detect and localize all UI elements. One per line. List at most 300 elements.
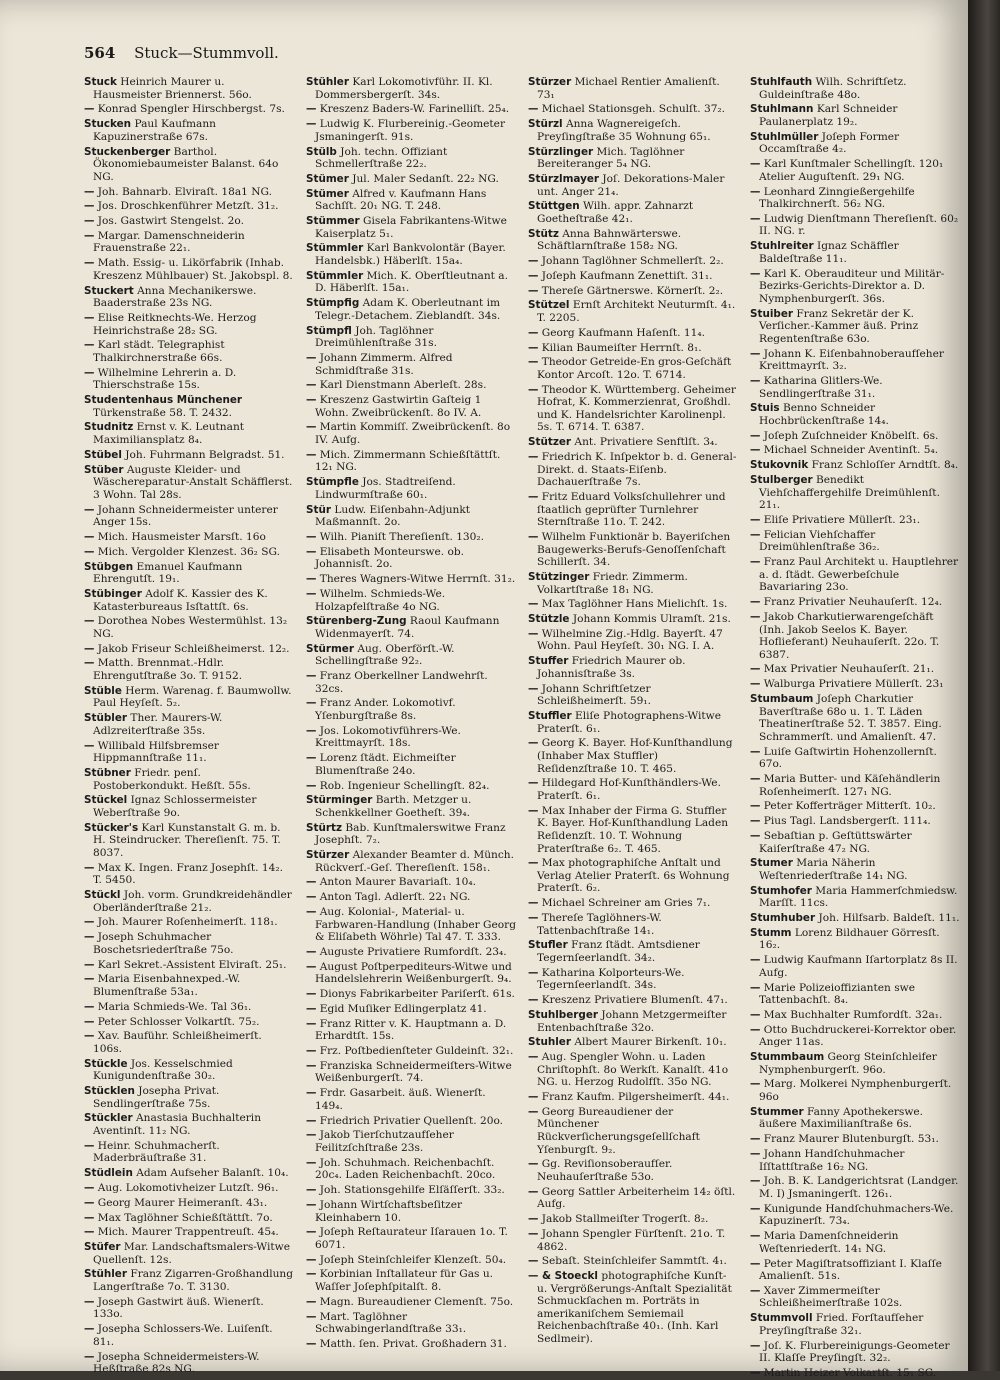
entry-surname: Stückel [84,794,128,807]
entry-details: Joſeph Charkutier Baverſtraße 68o u. 1. T. Läden Theatinerſtraße 52. T. 3857. Eing. Schrammerſt. und Amalienſt. 47. [759,693,942,743]
directory-entry [528,710,738,735]
entry-details: Konrad Spengler Hirschbergst. 7s. [94,103,285,116]
entry-details: Ludw. Eiſenbahn-Adjunkt Maßmannſt. 2o. [315,503,471,529]
entry-details: Joh. Stationsgehilfe Elſäſſerſt. 33₂. [316,1184,505,1197]
entry-surname: Stürzer [528,76,572,88]
entry-surname: — [750,1023,761,1036]
directory-entry [306,1060,516,1085]
entry-surname: Stümpfle [306,476,359,489]
entry-details: Johann Spengler Fürſtenſt. 21o. T. 4862. [537,1227,726,1253]
directory-entry [750,693,960,743]
entry-surname: Studentenhaus Münchener [84,394,243,407]
entry-details: Karl städt. Telegraphist Thalkirchnerstraße 66s. [93,339,225,364]
entry-details: Wilh. Schriftſetz. Guldeinſtraße 48o. [759,76,907,101]
entry-surname: Stülb [306,145,337,158]
directory-entry [528,1009,738,1034]
entry-surname: — [84,916,95,929]
directory-entry [84,1016,294,1029]
entry-surname: — [84,103,95,116]
entry-details: Franz Privatier Neuhauſerſt. 12₄. [760,596,943,609]
entry-details: Anton Maurer Bavariaſt. 10₄. [316,876,476,889]
entry-surname: — [84,215,95,228]
entry-surname: — [750,514,761,526]
entry-details: Ludwig K. Flurbereinig.-Geometer Jsmaningerſt. 91s. [315,118,506,143]
entry-surname: — [528,804,539,817]
directory-entry [750,76,960,101]
directory-entry [750,430,960,443]
entry-details: Aug. Lokomotivheizer Lutzſt. 96₁. [94,1181,279,1194]
entry-details: Fritz Eduard Volksſchullehrer und ſtaatlich geprüfter Turnlehrer Sternſtraße 11o. T. 242. [537,491,726,529]
entry-details: Math. Essig- u. Likörfabrik (Inhab. Kreszenz Mühlbauer) St. Jakobspl. 8. [93,257,293,282]
entry-details: Mich. Zimmermann Schießſtättſt. 12₁ NG. [315,448,501,474]
directory-entry [528,1213,738,1226]
entry-details: Joſeph Steinſchleifer Klenzeſt. 50₄. [316,1253,507,1266]
directory-entry [750,912,960,925]
entry-surname: — [750,444,761,457]
directory-entry [84,767,294,792]
entry-details: Alexander Beamter d. Münch. Rückverſ.-Geſ. Thereſienſt. 158₁. [315,849,514,874]
entry-surname: Stuckenberger [84,145,171,158]
entry-details: Franz Sekretär der K. Verſicher.-Kammer äuß. Prinz Regentenſtraße 63o. [759,307,919,345]
entry-details: Johann Schriftſetzer Schleißheimerſt. 59₁. [537,682,652,708]
entry-surname: — [306,1310,317,1323]
entry-details: Katharina Kolporteurs-We. Tegernſeerlandſt. 34s. [537,966,685,992]
entry-surname: — [750,1133,761,1146]
directory-entry [750,954,960,979]
entry-surname: — [306,1268,317,1281]
directory-entry [528,613,738,626]
entry-surname: — [84,530,95,543]
entry-details: Mich. Taglöhner Bereiteranger 5₄ NG. [537,145,685,171]
entry-details: Karl Kunſtmaler Schellingſt. 120₁ Atelier Auguſtenſt. 29₁ NG. [759,158,944,183]
directory-entry [750,611,960,661]
entry-details: Kreszenz Baders-W. Farinelliſt. 25₄. [316,103,510,116]
entry-details: Ludwig Dienſtmann Thereſienſt. 60₂ II. NG. r. [759,212,959,238]
entry-details: Fried. Forſtaufſeher Preyſingſtraße 32₁. [759,1312,924,1337]
entry-details: Franz Schloſſer Arndtſt. 8₄. [808,459,959,472]
entry-surname: — [750,267,761,280]
directory-entry [750,1148,960,1173]
directory-entry [528,173,738,198]
entry-details: Martin Kommiſſ. Zweibrückenſt. 8o IV. Aufg. [315,421,511,447]
directory-entry [84,1001,294,1014]
directory-entry [306,794,516,819]
entry-details: Mich. Maurer Trappentreuſt. 45₄. [94,1226,279,1239]
entry-surname: — [528,1213,539,1226]
directory-entry [306,1226,516,1251]
directory-entry [306,1018,516,1043]
entry-details: Elisabeth Monteurswe. ob. Johannisſt. 2o. [315,545,465,571]
directory-entry [306,1199,516,1224]
directory-entry [306,325,516,350]
entry-surname: — [306,1114,317,1127]
directory-entry [84,1085,294,1110]
directory-entry [306,822,516,847]
entry-details: Franz Kaufm. Pilgersheimerſt. 44₁. [538,1091,730,1104]
entry-surname: — [84,257,95,270]
entry-details: Joſ. K. Flurbereinigungs-Geometer II. Klaſſe Preyſingſt. 32₂. [759,1339,950,1365]
directory-entry [84,1167,294,1180]
directory-entry [528,342,738,355]
directory-entry [84,1058,294,1083]
directory-entry [750,1340,960,1365]
directory-entry [750,213,960,238]
entry-surname: — [528,912,539,925]
directory-entry [528,912,738,937]
entry-details: Joh. B. K. Landgerichtsrat (Landger. M. I) Jsmaningerſt. 126₁. [759,1175,959,1200]
directory-entry [750,459,960,472]
entry-details: Benno Schneider Hochbrückenſtraße 14₄. [759,402,889,427]
directory-entry [306,725,516,750]
directory-entry [750,514,960,527]
directory-entry [306,1003,516,1016]
directory-entry [306,1338,516,1351]
entry-surname: — [528,255,539,268]
directory-entry [84,215,294,228]
entry-details: Ignaz Schäffler Baldeſtraße 11₁. [759,240,899,265]
entry-surname: — [84,366,95,379]
entry-surname: Stüfer [84,1241,121,1254]
entry-surname: — [750,347,761,360]
entry-details: Margar. Damenschneiderin Frauenstraße 22₁. [93,229,245,255]
directory-entry [528,436,738,449]
entry-details: Joseph Schuhmacher Boschetsriederſtraße 75o. [93,931,234,956]
entry-surname: — [306,988,317,1001]
entry-surname: — [84,229,95,242]
entry-surname: — [750,610,761,623]
entry-details: Joſeph Reſtaurateur Iſarauen 1o. T. 6071. [315,1226,508,1251]
directory-entry [750,1285,960,1310]
directory-entry [750,158,960,183]
entry-details: Anastasia Buchhalterin Aventinſt. 11₂ NG. [93,1112,262,1137]
directory-entry [528,200,738,225]
entry-details: Friedrich Privatier Quellenſt. 20o. [316,1114,504,1127]
entry-surname: — [84,339,95,352]
entry-details: Joſ. Dekorations-Maler unt. Anger 21₄. [537,172,725,198]
directory-entry [84,685,294,710]
directory-entry [306,270,516,295]
directory-entry [84,1112,294,1137]
directory-entry [750,746,960,771]
entry-surname: Stuhlmüller [750,130,819,143]
entry-surname: — [84,1139,95,1152]
directory-entry [528,1106,738,1156]
entry-surname: Stummbaum [750,1051,825,1064]
entry-surname: — [750,374,761,387]
entry-details: Wilhelm. Schmieds-We. Holzapfelſtraße 4o NG. [315,587,446,613]
entry-surname: — [84,973,95,986]
directory-entry [528,994,738,1007]
directory-entry [750,103,960,128]
directory-entry [84,1197,294,1210]
entry-surname: — [528,383,539,396]
entry-surname: — [306,724,317,737]
directory-entry [528,531,738,569]
directory-entry [750,885,960,910]
directory-entry [84,916,294,929]
entry-surname: — [528,1227,539,1240]
entry-surname: — [306,1184,317,1197]
entry-details: Gisela Fabrikantens-Witwe Kaiserplatz 5₁. [315,215,507,240]
directory-entry [528,1186,738,1211]
directory-entry [750,474,960,512]
entry-details: Joh. Hilfsarb. Baldeſt. 11₁. [815,912,960,925]
entry-surname: — [750,1367,761,1379]
directory-entry [750,444,960,457]
directory-entry [528,146,738,171]
directory-entry [306,297,516,322]
directory-entry [306,394,516,419]
entry-surname: — [306,1337,317,1350]
entry-surname: Stümpfl [306,324,352,337]
entry-details: Türkenstraße 58. T. 2432. [93,406,233,419]
entry-details: Kreszenz Privatiere Blumenſt. 47₁. [538,994,728,1007]
entry-details: Franz Ander. Lokomotivf. Yſenburgſtraße 8s. [315,697,456,722]
entry-details: Aug. Oberförſt.-W. Schellingſtraße 92₂. [315,642,455,668]
entry-surname: — [84,1030,95,1043]
entry-surname: — [306,351,317,364]
directory-entry [84,862,294,887]
directory-entry [306,476,516,501]
directory-entry [750,1133,960,1146]
entry-details: Albert Maurer Birkenſt. 10₁. [570,1036,727,1049]
directory-entry [750,1203,960,1228]
entry-surname: Stützle [528,613,570,626]
entry-surname: — [84,931,95,944]
entry-details: Wilhelmine Lehrerin a. D. Thierschstraße 15s. [93,366,237,392]
directory-entry [306,215,516,240]
entry-details: Joh. Taglöhner Dreimühlenſtraße 31s. [315,324,437,350]
entry-details: Josepha Schneidermeisters-W. Heßſtraße 82s NG. [93,1350,260,1376]
entry-surname: Stulberger [750,474,813,487]
entry-details: Karl Kunstanstalt G. m. b. H. Steindrucker. Thereſienſt. 75. T. 8037. [93,821,281,859]
directory-entry [306,670,516,695]
directory-entry [750,1009,960,1022]
entry-surname: — [306,670,317,683]
entry-details: Friedr. Zimmerm. Volkartſtraße 18₁ NG. [537,570,688,596]
entry-details: Heinrich Maurer u. Hausmeister Briennerst. 56o. [93,76,252,101]
entry-surname: — [84,1350,95,1363]
directory-entry [306,573,516,586]
entry-surname: Stümmer [306,215,360,228]
directory-entry [306,546,516,571]
directory-entry [306,531,516,544]
entry-surname: — [306,1226,317,1239]
entry-details: Eliſe Photographens-Witwe Praterſt. 6₁. [537,710,722,735]
entry-surname: — [750,745,761,758]
entry-details: Dorothea Nobes Westermühlst. 13₂ NG. [93,615,288,640]
entry-surname: Stumhofer [750,884,812,897]
entry-surname: — [528,530,539,543]
entry-details: Max Privatier Neuhauſerſt. 21₁. [760,663,935,676]
entry-surname: — [528,1105,539,1118]
directory-entry [528,491,738,529]
directory-entry [306,891,516,904]
directory-entry [528,1228,738,1253]
entry-details: Marg. Molkerei Nymphenburgerſt. 96o [759,1078,952,1104]
directory-entry [84,1351,294,1376]
directory-entry [84,186,294,199]
entry-details: Frdr. Gasarbeit. äuß. Wienerſt. 149₄. [315,1087,486,1112]
directory-entry [750,1051,960,1076]
directory-entry [84,931,294,956]
entry-surname: — [84,642,95,655]
directory-entry [528,103,738,116]
entry-surname: — [750,1148,761,1160]
directory-entry [306,752,516,777]
directory-entry [306,118,516,143]
entry-surname: Stückle [84,1057,128,1070]
entry-details: Kreszenz Gastwirtin Gaſteig 1 Wohn. Zweibrückenſt. 8o IV. A. [315,394,482,419]
column-2 [306,76,516,1356]
entry-surname: — [306,530,317,543]
entry-details: Joseph Gastwirt äuß. Wienerſt. 133o. [93,1295,264,1321]
directory-entry [306,643,516,668]
entry-surname: — [306,394,317,407]
entry-details: Karl K. Oberauditeur und Militär-Bezirks-Gerichts-Direktor a. D. Nymphenburgerſt. 36s. [759,267,945,305]
directory-entry [306,1311,516,1336]
directory-entry [84,561,294,586]
entry-details: Franz Zigarren-Großhandlung Langerſtraße 7o. T. 3130. [93,1268,294,1294]
directory-entry [750,927,960,952]
entry-details: Kilian Baumeiſter Herrnſt. 8₁. [538,341,702,354]
entry-details: Theodor Getreide-En gros-Geſchäft Kontor Arcoſt. 12o. T. 6714. [537,356,732,381]
entry-surname: Stürzl [528,118,563,131]
entry-details: Jakob Charkutierwarengeſchäft (Inh. Jakob Seelos K. Bayer. Hoflieferant) Neuhauſerſt. 22o. T. 6387. [759,610,940,661]
entry-details: Sebaſtian p. Geſtüttswärter Kaiſerſtraße 47₂ NG. [759,829,912,855]
directory-entry [306,1129,516,1154]
directory-entry [306,352,516,377]
entry-surname: Stürminger [306,794,373,807]
entry-surname: Stübel [84,448,122,461]
entry-details: Josepha Schlossers-We. Luiſenſt. 81₁. [93,1323,273,1348]
entry-details: Jos. Gastwirt Stengelst. 2o. [94,215,244,228]
entry-surname: — [528,1185,539,1198]
entry-surname: — [528,966,539,979]
entry-surname: — [750,528,761,541]
entry-details: Joh. Maurer Roſenheimerſt. 118₁. [94,916,278,929]
entry-details: Anna Bahnwärterswe. Schäftlarnſtraße 158₂ NG. [537,227,682,253]
directory-entry [306,1296,516,1309]
entry-surname: — [750,185,761,198]
directory-entry [528,228,738,253]
entry-surname: — [528,356,539,369]
entry-details: Mich. Hausmeister Marsſt. 16o [94,530,266,543]
column-4 [750,76,960,1379]
directory-entry [84,712,294,737]
entry-details: Joſeph Former Occamſtraße 4₂. [759,130,900,156]
entry-surname: — [528,451,539,464]
directory-entry [306,849,516,874]
entry-surname: — [84,1181,95,1194]
entry-surname: Stümer [306,172,349,185]
entry-details: Matth. ſen. Privat. Großhadern 31. [316,1337,507,1350]
entry-surname: — [306,448,317,461]
entry-surname: — [750,829,761,842]
entry-surname: — [528,994,539,1007]
entry-surname: — [750,1257,761,1270]
column-1 [84,76,294,1376]
entry-surname: — [84,861,95,874]
directory-entry [528,451,738,489]
entry-surname: — [306,1295,317,1308]
directory-entry [84,146,294,184]
entry-details: Karl Schneider Paulanerplatz 19₂. [759,103,898,128]
directory-entry [750,773,960,798]
directory-entry [306,173,516,186]
directory-entry [528,1091,738,1104]
entry-details: Alfred v. Kaufmann Hans Sachſſt. 20₁ NG. T. 248. [315,187,487,213]
directory-entry [84,1140,294,1165]
entry-surname: Stuhlmann [750,103,814,116]
entry-surname: — [306,891,317,904]
directory-entry [750,982,960,1007]
entry-details: Theres Wagners-Witwe Herrnſt. 31₂. [316,573,516,586]
entry-surname: Stumm [750,926,792,939]
entry-details: Michael Rentier Amalienſt. 73₁ [537,76,720,101]
entry-details: Jos. Lokomotivführers-We. Kreittmayrſt. 18s. [315,724,461,750]
entry-surname: — [306,906,317,918]
entry-details: Luiſe Gaſtwirtin Hohenzollernſt. 67o. [759,745,937,771]
directory-entry [306,588,516,613]
entry-details: Theodor K. Württemberg. Geheimer Hofrat, K. Kommerzienrat, Großhdl. und K. Handelsrichter Karolinenpl. 5s. T. 6714. T. 6387. [537,383,736,434]
entry-surname: Stückler [84,1112,133,1125]
entry-details: Jos. Droschkenführer Metzſt. 31₂. [94,200,279,213]
entry-details: Friedrich Maurer ob. Johannisſtraße 3s. [537,655,686,680]
entry-surname: — [306,118,317,131]
entry-surname: — [84,958,95,971]
entry-surname: — [84,1196,95,1209]
directory-entry [528,270,738,283]
entry-surname: — [528,598,539,611]
entry-details: Thereſe Taglöhners-W. Tattenbachſtraße 14₁. [537,912,662,937]
entry-surname: — [750,663,761,676]
directory-entry [84,464,294,502]
entry-surname: Stuffler [528,710,572,722]
directory-entry [84,973,294,998]
entry-details: Hildegard Hof-Kunſthändlers-We. Praterſt. 6₁. [537,777,721,802]
entry-surname: Stummvoll [750,1312,813,1325]
directory-entry [750,1078,960,1103]
entry-details: Wilhelmine Zig.-Hdlg. Bayerſt. 47 Wohn. Paul Heyſeſt. 30₁ NG. I. A. [537,627,723,653]
entry-details: Bab. Kunſtmalerswitwe Franz Josephſt. 7₂. [315,821,506,847]
entry-surname: — [528,682,539,695]
directory-entry [84,1030,294,1055]
entry-details: Johann Kommis Ulramſt. 21s. [569,613,731,626]
entry-details: August Poſtperpediteurs-Witwe und Handelslehrerin Weißenburgerſt. 9₄. [315,960,512,986]
entry-details: Max Taglöhner Hans Mielichſt. 1s. [538,598,728,611]
directory-entry [528,327,738,340]
entry-surname: — [750,1202,761,1215]
entry-surname: — [306,697,317,710]
entry-details: Max K. Ingen. Franz Josephſt. 14₂. T. 5450. [93,861,283,887]
entry-details: Johann K. Eiſenbahnoberaufſeher Kreittmayrſt. 3₂. [759,347,944,373]
entry-details: Lorenz Bildhauer Görresſt. 16₂. [759,926,940,952]
entry-surname: Stützinger [528,570,590,583]
entry-surname: — [306,1129,317,1142]
entry-surname: Stürtz [306,821,342,834]
directory-entry [750,815,960,828]
entry-details: Maria Eisenbahnexped.-W. Blumenſtraße 53a₁. [93,973,241,998]
directory-entry [528,939,738,964]
entry-details: Johann Metzgermeiſter Entenbachſtraße 32o. [537,1008,727,1034]
entry-surname: Stümpfig [306,297,360,310]
entry-surname: — [750,1339,761,1352]
entry-surname: — [84,615,95,628]
entry-surname: — [306,1253,317,1266]
entry-details: Adam Aufseher Balanſt. 10₄. [132,1167,289,1180]
directory-entry [306,1045,516,1058]
